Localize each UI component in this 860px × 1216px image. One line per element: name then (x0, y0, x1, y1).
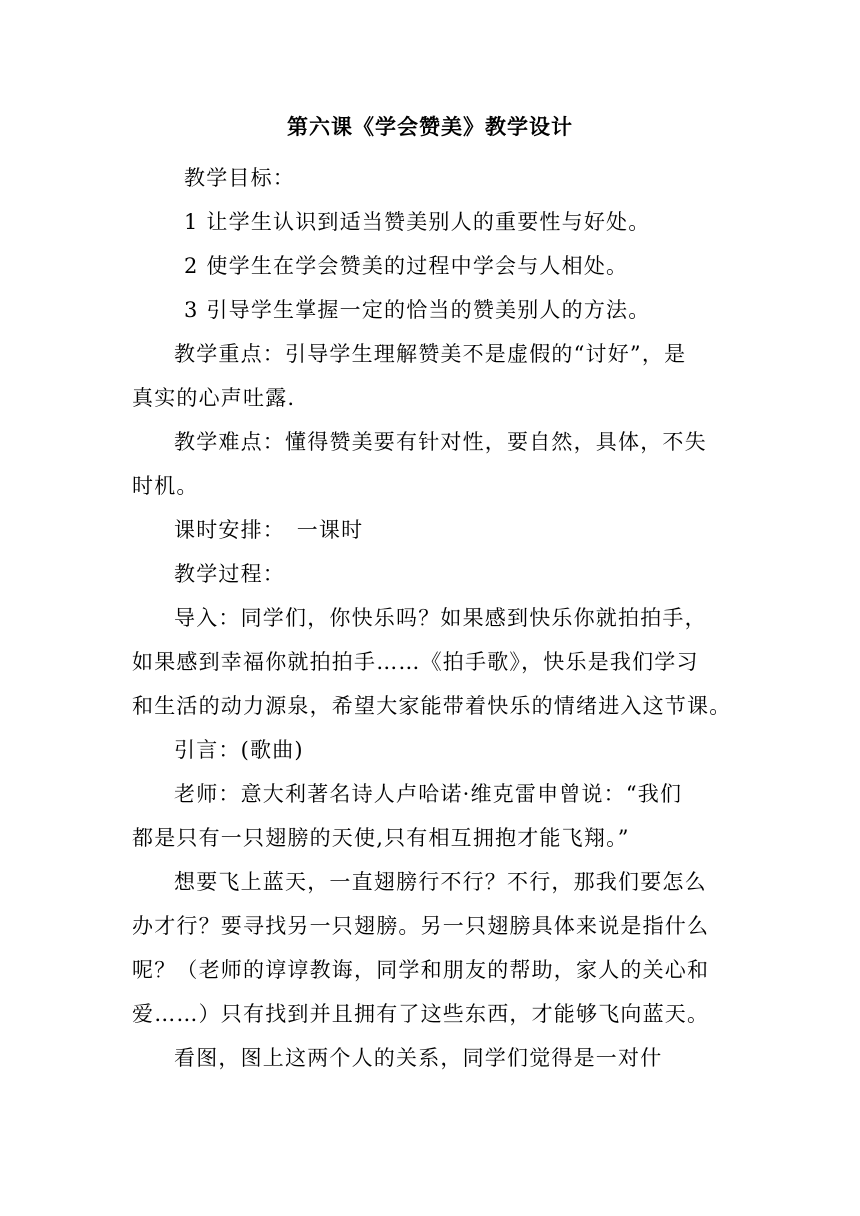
line-teacher-quote-cont: 都是只有一只翅膀的天使,只有相互拥抱才能飞翔。” (132, 826, 630, 850)
line-fly-question-cont-1: 办才行？要寻找另一只翅膀。另一只翅膀具体来说是指什么 (132, 914, 710, 938)
line-process-heading: 教学过程： (174, 562, 285, 586)
line-intro: 导入：同学们，你快乐吗？如果感到快乐你就拍拍手， (174, 606, 707, 630)
line-fly-question: 想要飞上蓝天，一直翅膀行不行？不行，那我们要怎么 (174, 870, 707, 894)
document-body (132, 156, 742, 1080)
line-objective-2: 2 使学生在学会赞美的过程中学会与人相处。 (184, 254, 629, 278)
line-intro-cont-2: 和生活的动力源泉，希望大家能带着快乐的情绪进入这节课。 (132, 694, 732, 718)
line-look-picture: 看图，图上这两个人的关系，同学们觉得是一对什 (174, 1046, 663, 1070)
line-preface: 引言：(歌曲) (174, 738, 304, 762)
line-key-point: 教学重点：引导学生理解赞美不是虚假的“讨好”，是 (174, 342, 687, 366)
line-intro-cont-1: 如果感到幸福你就拍拍手……《拍手歌》，快乐是我们学习 (132, 650, 699, 674)
line-teacher-quote: 老师：意大利著名诗人卢哈诺·维克雷申曾说：“我们 (174, 782, 683, 806)
line-schedule: 课时安排： 一课时 (174, 518, 364, 542)
line-objective-3: 3 引导学生掌握一定的恰当的赞美别人的方法。 (184, 298, 651, 322)
document-title: 第六课《学会赞美》教学设计 (287, 114, 573, 139)
line-key-point-cont: 真实的心声吐露. (132, 386, 296, 410)
line-difficulty: 教学难点：懂得赞美要有针对性，要自然，具体，不失 (174, 430, 707, 454)
line-objectives-heading: 教学目标： (184, 166, 295, 190)
line-fly-question-cont-3: 爱……）只有找到并且拥有了这些东西，才能够飞向蓝天。 (132, 1002, 710, 1026)
line-fly-question-cont-2: 呢？（老师的谆谆教诲，同学和朋友的帮助，家人的关心和 (132, 958, 710, 982)
line-difficulty-cont: 时机。 (132, 474, 199, 498)
line-objective-1: 1 让学生认识到适当赞美别人的重要性与好处。 (184, 210, 651, 234)
